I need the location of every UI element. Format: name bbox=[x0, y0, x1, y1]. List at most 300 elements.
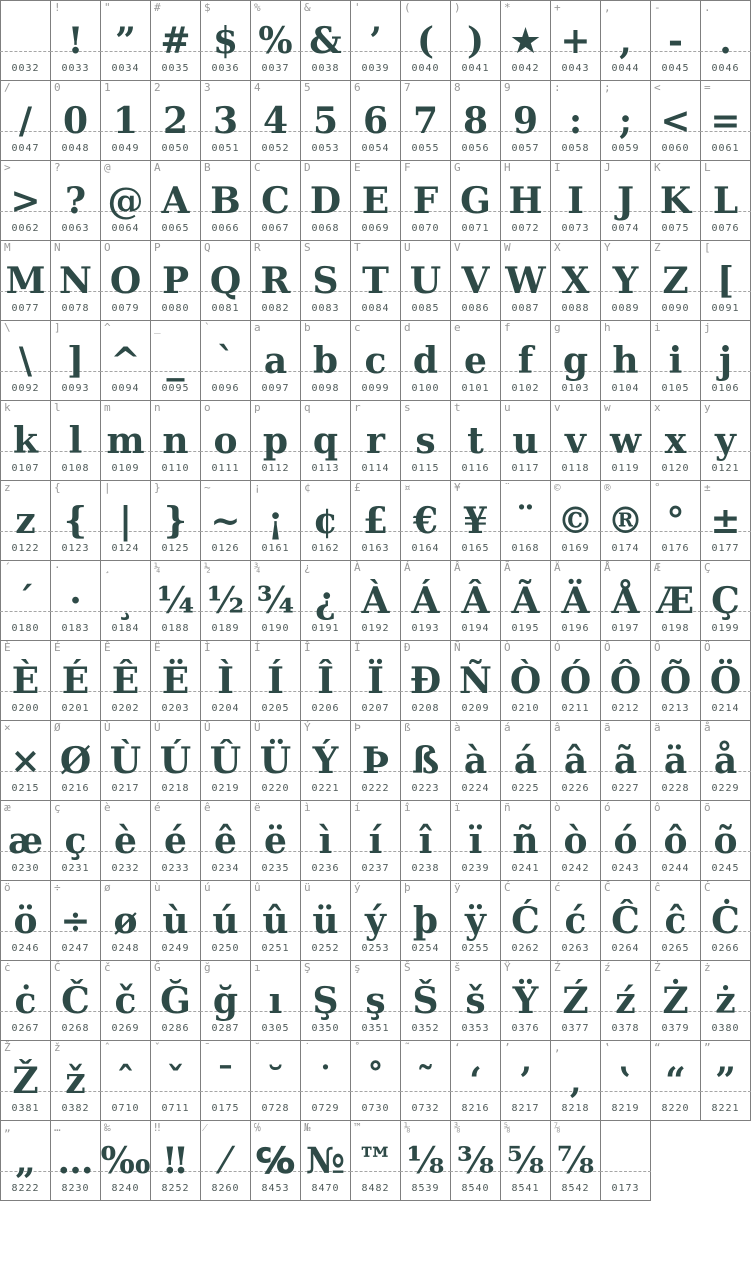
glyph-cell bbox=[251, 401, 301, 481]
cell-glyph-area bbox=[51, 161, 100, 222]
cell-glyph-area bbox=[551, 161, 600, 222]
cell-glyph: a bbox=[263, 340, 288, 382]
cell-glyph-area bbox=[651, 81, 700, 142]
glyph-cell bbox=[251, 481, 301, 561]
cell-glyph: g bbox=[562, 340, 589, 382]
cell-character-label: . bbox=[704, 1, 711, 14]
cell-glyph-area bbox=[301, 881, 350, 942]
cell-code: 0227 bbox=[611, 783, 640, 794]
cell-code: 0242 bbox=[561, 863, 590, 874]
glyph-cell bbox=[51, 561, 101, 641]
cell-character-label: … bbox=[54, 1121, 61, 1134]
glyph-cell bbox=[51, 81, 101, 161]
glyph-cell bbox=[351, 1121, 401, 1201]
cell-glyph: ć bbox=[564, 900, 587, 942]
glyph-cell bbox=[201, 81, 251, 161]
cell-character-label: Ÿ bbox=[504, 961, 511, 974]
cell-code: 0071 bbox=[461, 223, 490, 234]
cell-glyph-area bbox=[301, 1121, 350, 1182]
cell-glyph: # bbox=[160, 20, 191, 62]
cell-glyph-area bbox=[101, 641, 150, 702]
cell-character-label: ć bbox=[554, 881, 561, 894]
cell-character-label: M bbox=[4, 241, 11, 254]
cell-glyph-area bbox=[601, 401, 650, 462]
cell-character-label: Ï bbox=[354, 641, 361, 654]
cell-glyph: á bbox=[513, 740, 538, 782]
glyph-cell bbox=[551, 1121, 601, 1201]
cell-character-label: K bbox=[654, 161, 661, 174]
cell-glyph-area bbox=[651, 881, 700, 942]
cell-code: 0204 bbox=[211, 703, 240, 714]
cell-glyph: £ bbox=[362, 500, 389, 542]
glyph-cell bbox=[151, 801, 201, 881]
cell-glyph: H bbox=[508, 180, 543, 222]
cell-glyph-area bbox=[401, 561, 450, 622]
glyph-cell bbox=[51, 801, 101, 881]
cell-code: 0094 bbox=[111, 383, 140, 394]
cell-character-label: ‰ bbox=[104, 1121, 111, 1134]
cell-code: 0041 bbox=[461, 63, 490, 74]
cell-glyph-area bbox=[151, 481, 200, 542]
cell-character-label: C bbox=[254, 161, 261, 174]
cell-glyph: @ bbox=[107, 180, 144, 222]
cell-glyph: } bbox=[163, 500, 188, 542]
cell-glyph: G bbox=[460, 180, 491, 222]
cell-glyph: ĉ bbox=[664, 900, 687, 942]
cell-glyph-area bbox=[501, 321, 550, 382]
cell-glyph: Â bbox=[461, 580, 490, 622]
cell-glyph-area bbox=[451, 1121, 500, 1182]
cell-glyph: ź bbox=[615, 980, 636, 1022]
cell-glyph-area bbox=[201, 1041, 250, 1102]
cell-character-label: № bbox=[304, 1121, 311, 1134]
cell-character-label: ° bbox=[654, 481, 661, 494]
glyph-cell bbox=[551, 721, 601, 801]
cell-glyph: | bbox=[118, 500, 133, 542]
cell-glyph-area bbox=[201, 481, 250, 542]
cell-glyph-area bbox=[101, 561, 150, 622]
cell-character-label: ž bbox=[54, 1041, 61, 1054]
glyph-cell bbox=[51, 161, 101, 241]
glyph-cell bbox=[101, 241, 151, 321]
glyph-cell bbox=[51, 1121, 101, 1201]
cell-character-label: ú bbox=[204, 881, 211, 894]
glyph-cell bbox=[251, 801, 301, 881]
cell-glyph: Š bbox=[412, 980, 439, 1022]
cell-code: 8219 bbox=[611, 1103, 640, 1114]
cell-code: 0234 bbox=[211, 863, 240, 874]
cell-code: 0263 bbox=[561, 943, 590, 954]
cell-character-label: Ù bbox=[104, 721, 111, 734]
cell-character-label: U bbox=[404, 241, 411, 254]
cell-code: 0074 bbox=[611, 223, 640, 234]
cell-character-label: h bbox=[604, 321, 611, 334]
glyph-cell bbox=[351, 321, 401, 401]
cell-glyph-area bbox=[1, 481, 50, 542]
cell-character-label: Z bbox=[654, 241, 661, 254]
cell-glyph: ˆ bbox=[116, 1060, 135, 1102]
cell-glyph: Ò bbox=[509, 660, 542, 702]
glyph-cell bbox=[151, 961, 201, 1041]
glyph-row bbox=[1, 1121, 751, 1201]
cell-glyph: V bbox=[461, 260, 490, 302]
cell-code: 0095 bbox=[161, 383, 190, 394]
cell-glyph: E bbox=[361, 180, 390, 222]
cell-glyph-area bbox=[701, 161, 750, 222]
glyph-cell bbox=[1, 881, 51, 961]
cell-code: 0084 bbox=[361, 303, 390, 314]
glyph-cell bbox=[201, 241, 251, 321]
cell-code: 0055 bbox=[411, 143, 440, 154]
cell-character-label: ì bbox=[304, 801, 311, 814]
cell-glyph-area bbox=[201, 321, 250, 382]
cell-glyph-area bbox=[201, 881, 250, 942]
glyph-cell bbox=[501, 881, 551, 961]
cell-glyph-area bbox=[401, 721, 450, 782]
cell-glyph-area bbox=[651, 721, 700, 782]
cell-code: 0729 bbox=[311, 1103, 340, 1114]
cell-code: 0059 bbox=[611, 143, 640, 154]
cell-character-label: ô bbox=[654, 801, 661, 814]
cell-glyph: X bbox=[561, 260, 590, 302]
cell-character-label: î bbox=[404, 801, 411, 814]
cell-glyph: _ bbox=[166, 340, 185, 382]
cell-glyph: A bbox=[161, 180, 190, 222]
cell-character-label: í bbox=[354, 801, 361, 814]
cell-code: 0101 bbox=[461, 383, 490, 394]
cell-code: 0267 bbox=[11, 1023, 40, 1034]
glyph-cell bbox=[401, 1121, 451, 1201]
glyph-cell bbox=[651, 881, 701, 961]
cell-code: 0222 bbox=[361, 783, 390, 794]
cell-glyph: É bbox=[61, 660, 90, 702]
cell-glyph-area bbox=[501, 1041, 550, 1102]
cell-glyph: Ÿ bbox=[512, 980, 539, 1022]
cell-glyph-area bbox=[701, 641, 750, 702]
cell-character-label: ‘ bbox=[454, 1041, 461, 1054]
cell-code: 8540 bbox=[461, 1183, 490, 1194]
cell-glyph-area bbox=[451, 1041, 500, 1102]
cell-code: 0200 bbox=[11, 703, 40, 714]
cell-glyph: + bbox=[560, 20, 591, 62]
cell-code: 0218 bbox=[161, 783, 190, 794]
cell-code: 0107 bbox=[11, 463, 40, 474]
glyph-cell bbox=[51, 881, 101, 961]
cell-glyph: ž bbox=[65, 1060, 86, 1102]
cell-glyph: ċ bbox=[14, 980, 37, 1022]
cell-glyph-area bbox=[501, 401, 550, 462]
cell-glyph-area bbox=[51, 641, 100, 702]
glyph-cell bbox=[501, 961, 551, 1041]
glyph-cell bbox=[101, 481, 151, 561]
cell-code: 0246 bbox=[11, 943, 40, 954]
cell-glyph-area bbox=[601, 721, 650, 782]
cell-code: 0087 bbox=[511, 303, 540, 314]
cell-glyph-area bbox=[551, 481, 600, 542]
cell-character-label: ã bbox=[604, 721, 611, 734]
cell-code: 0117 bbox=[511, 463, 540, 474]
cell-code: 0079 bbox=[111, 303, 140, 314]
cell-glyph: 2 bbox=[162, 100, 189, 142]
cell-glyph-area bbox=[551, 401, 600, 462]
cell-glyph-area bbox=[301, 401, 350, 462]
cell-glyph: ¸ bbox=[116, 580, 135, 622]
glyph-cell bbox=[651, 561, 701, 641]
glyph-cell bbox=[101, 1, 151, 81]
cell-code: 0102 bbox=[511, 383, 540, 394]
cell-code: 0100 bbox=[411, 383, 440, 394]
cell-glyph: b bbox=[312, 340, 339, 382]
cell-code: 0225 bbox=[511, 783, 540, 794]
cell-glyph-area bbox=[501, 241, 550, 302]
glyph-cell bbox=[101, 321, 151, 401]
cell-glyph: W bbox=[505, 260, 546, 302]
cell-glyph: ż bbox=[715, 980, 736, 1022]
cell-glyph: 7 bbox=[412, 100, 439, 142]
cell-code: 8222 bbox=[11, 1183, 40, 1194]
cell-glyph: . bbox=[719, 20, 732, 62]
cell-glyph: Ż bbox=[662, 980, 689, 1022]
cell-glyph: U bbox=[409, 260, 442, 302]
cell-character-label: = bbox=[704, 81, 711, 94]
cell-glyph: î bbox=[418, 820, 433, 862]
cell-code: 0287 bbox=[211, 1023, 240, 1034]
cell-character-label: Ğ bbox=[154, 961, 161, 974]
cell-glyph: i bbox=[668, 340, 683, 382]
cell-glyph: ! bbox=[67, 20, 84, 62]
cell-character-label: ċ bbox=[4, 961, 11, 974]
glyph-cell bbox=[701, 321, 751, 401]
cell-glyph: z bbox=[15, 500, 36, 542]
cell-glyph: ( bbox=[416, 20, 435, 62]
glyph-cell bbox=[251, 881, 301, 961]
cell-glyph: Æ bbox=[656, 580, 695, 622]
cell-glyph: M bbox=[5, 260, 46, 302]
cell-character-label: à bbox=[454, 721, 461, 734]
cell-character-label: š bbox=[454, 961, 461, 974]
cell-glyph: ® bbox=[607, 500, 644, 542]
cell-glyph: \ bbox=[18, 340, 33, 382]
cell-glyph: j bbox=[718, 340, 733, 382]
cell-glyph: Ú bbox=[159, 740, 192, 782]
cell-character-label: ş bbox=[354, 961, 361, 974]
glyph-cell bbox=[701, 641, 751, 721]
cell-glyph: Ź bbox=[562, 980, 589, 1022]
cell-character-label: p bbox=[254, 401, 261, 414]
cell-glyph: ‼ bbox=[164, 1140, 187, 1182]
cell-glyph-area bbox=[601, 641, 650, 702]
cell-glyph-area bbox=[401, 641, 450, 702]
glyph-cell bbox=[501, 641, 551, 721]
cell-glyph-area bbox=[251, 1041, 300, 1102]
cell-character-label: ± bbox=[704, 481, 711, 494]
cell-glyph: Î bbox=[317, 660, 334, 702]
cell-code: 0038 bbox=[311, 63, 340, 74]
cell-glyph: 0 bbox=[62, 100, 89, 142]
cell-glyph: ¢ bbox=[312, 500, 339, 542]
glyph-cell bbox=[251, 81, 301, 161]
cell-glyph: Ì bbox=[217, 660, 234, 702]
cell-glyph: Ü bbox=[259, 740, 292, 782]
cell-character-label: P bbox=[154, 241, 161, 254]
cell-character-label: ÷ bbox=[54, 881, 61, 894]
cell-character-label: ℅ bbox=[254, 1121, 261, 1134]
cell-code: 0089 bbox=[611, 303, 640, 314]
cell-glyph: Ö bbox=[709, 660, 742, 702]
cell-code: 0032 bbox=[11, 63, 40, 74]
glyph-cell bbox=[101, 641, 151, 721]
cell-character-label: _ bbox=[154, 321, 161, 334]
cell-glyph-area bbox=[551, 241, 600, 302]
cell-code: 0188 bbox=[161, 623, 190, 634]
cell-character-label: ¼ bbox=[154, 561, 161, 574]
cell-character-label: ( bbox=[404, 1, 411, 14]
cell-glyph-area bbox=[151, 641, 200, 702]
cell-code: 0057 bbox=[511, 143, 540, 154]
cell-character-label: ¾ bbox=[254, 561, 261, 574]
cell-character-label: ⅛ bbox=[404, 1121, 411, 1134]
glyph-cell bbox=[351, 801, 401, 881]
cell-glyph: Ã bbox=[511, 580, 540, 622]
cell-character-label: X bbox=[554, 241, 561, 254]
cell-character-label: G bbox=[454, 161, 461, 174]
cell-code: 0264 bbox=[611, 943, 640, 954]
cell-code: 0056 bbox=[461, 143, 490, 154]
glyph-cell bbox=[551, 881, 601, 961]
cell-character-label: ˚ bbox=[354, 1041, 361, 1054]
glyph-cell bbox=[301, 161, 351, 241]
cell-glyph-area bbox=[51, 1121, 100, 1182]
cell-baseline-rule bbox=[0, 51, 51, 52]
cell-glyph: ˙ bbox=[316, 1060, 335, 1102]
glyph-cell bbox=[451, 1, 501, 81]
glyph-row bbox=[1, 561, 751, 641]
cell-glyph-area bbox=[601, 81, 650, 142]
cell-code: 0161 bbox=[261, 543, 290, 554]
cell-code: 8542 bbox=[561, 1183, 590, 1194]
cell-character-label: : bbox=[554, 81, 561, 94]
cell-glyph: ´ bbox=[16, 580, 35, 622]
cell-code: 0193 bbox=[411, 623, 440, 634]
glyph-cell bbox=[1, 81, 51, 161]
glyph-cell bbox=[201, 641, 251, 721]
cell-glyph-area bbox=[101, 881, 150, 942]
cell-code: 0196 bbox=[561, 623, 590, 634]
glyph-cell bbox=[51, 401, 101, 481]
cell-glyph-area bbox=[501, 801, 550, 862]
cell-glyph-area bbox=[251, 321, 300, 382]
glyph-cell bbox=[451, 561, 501, 641]
glyph-cell bbox=[401, 81, 451, 161]
cell-glyph-area bbox=[551, 81, 600, 142]
cell-glyph: Õ bbox=[659, 660, 692, 702]
cell-glyph-area bbox=[501, 961, 550, 1022]
cell-character-label: 5 bbox=[304, 81, 311, 94]
cell-glyph: € bbox=[412, 500, 439, 542]
glyph-cell bbox=[551, 961, 601, 1041]
cell-character-label: ĉ bbox=[654, 881, 661, 894]
glyph-cell bbox=[251, 321, 301, 401]
glyph-cell bbox=[101, 401, 151, 481]
glyph-cell bbox=[551, 641, 601, 721]
cell-glyph-area bbox=[701, 1041, 750, 1102]
cell-character-label: ı bbox=[254, 961, 261, 974]
cell-code: 0228 bbox=[661, 783, 690, 794]
cell-glyph: № bbox=[305, 1140, 346, 1182]
cell-glyph: 4 bbox=[262, 100, 289, 142]
cell-character-label: á bbox=[504, 721, 511, 734]
cell-code: 0077 bbox=[11, 303, 40, 314]
cell-glyph-area bbox=[501, 1121, 550, 1182]
glyph-cell bbox=[601, 1, 651, 81]
cell-glyph: r bbox=[366, 420, 385, 462]
cell-character-label: E bbox=[354, 161, 361, 174]
glyph-cell bbox=[701, 481, 751, 561]
cell-glyph-area bbox=[301, 241, 350, 302]
cell-glyph-area bbox=[151, 721, 200, 782]
glyph-cell bbox=[51, 961, 101, 1041]
glyph-cell bbox=[101, 561, 151, 641]
cell-glyph: Ó bbox=[559, 660, 592, 702]
cell-glyph: w bbox=[610, 420, 641, 462]
cell-code: 0116 bbox=[461, 463, 490, 474]
glyph-cell bbox=[701, 721, 751, 801]
cell-character-label: È bbox=[4, 641, 11, 654]
glyph-cell bbox=[701, 961, 751, 1041]
glyph-row bbox=[1, 721, 751, 801]
cell-character-label: 4 bbox=[254, 81, 261, 94]
cell-character-label: ⁄ bbox=[204, 1121, 206, 1134]
glyph-row bbox=[1, 1041, 751, 1121]
cell-glyph-area bbox=[651, 561, 700, 622]
cell-glyph: ç bbox=[64, 820, 87, 862]
cell-glyph-area bbox=[701, 321, 750, 382]
cell-glyph-area bbox=[701, 241, 750, 302]
cell-character-label: ~ bbox=[204, 481, 211, 494]
cell-glyph-area bbox=[501, 881, 550, 942]
cell-code: 0350 bbox=[311, 1023, 340, 1034]
cell-character-label: y bbox=[704, 401, 711, 414]
cell-character-label: Ż bbox=[654, 961, 661, 974]
cell-code: 0212 bbox=[611, 703, 640, 714]
glyph-cell bbox=[251, 1121, 301, 1201]
cell-glyph-area bbox=[651, 401, 700, 462]
cell-glyph-area bbox=[651, 241, 700, 302]
cell-glyph-area bbox=[151, 801, 200, 862]
cell-glyph: f bbox=[517, 340, 534, 382]
cell-glyph-area bbox=[351, 961, 400, 1022]
cell-glyph-area bbox=[251, 721, 300, 782]
cell-code: 8240 bbox=[111, 1183, 140, 1194]
cell-character-label: Ĉ bbox=[604, 881, 611, 894]
cell-glyph: × bbox=[10, 740, 41, 782]
cell-character-label: ê bbox=[204, 801, 211, 814]
cell-character-label: ï bbox=[454, 801, 461, 814]
cell-glyph: Þ bbox=[361, 740, 390, 782]
cell-glyph: S bbox=[312, 260, 339, 302]
cell-character-label: Y bbox=[604, 241, 611, 254]
cell-glyph: 9 bbox=[512, 100, 539, 142]
cell-glyph-area bbox=[51, 81, 100, 142]
cell-glyph: Ċ bbox=[711, 900, 740, 942]
cell-character-label: ; bbox=[604, 81, 611, 94]
cell-code: 8221 bbox=[711, 1103, 740, 1114]
cell-glyph: > bbox=[10, 180, 41, 222]
cell-character-label: À bbox=[354, 561, 361, 574]
cell-glyph: Å bbox=[611, 580, 640, 622]
cell-character-label: ? bbox=[54, 161, 61, 174]
cell-glyph-area bbox=[101, 401, 150, 462]
